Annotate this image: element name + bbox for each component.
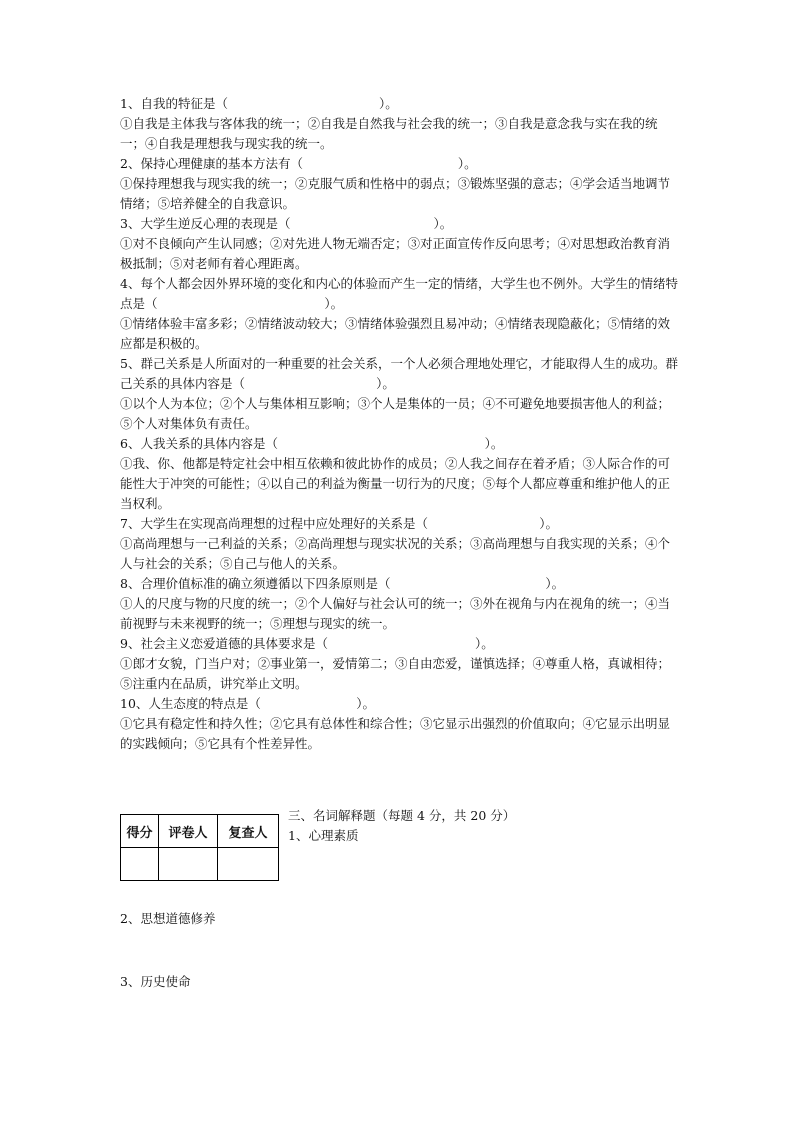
reviewer-cell[interactable] — [218, 848, 279, 881]
score-header: 得分 — [121, 815, 159, 848]
question-5: 5、群己关系是人所面对的一种重要的社会关系，一个人必须合理地处理它，才能取得人生的成功。群己关系的具体内容是（ ）。 — [120, 356, 678, 391]
section-title: 三、名词解释题（每题 4 分，共 20 分） — [288, 808, 516, 823]
questions-list — [120, 94, 680, 754]
question-1: 1、自我的特征是（ ）。 — [120, 96, 398, 111]
question-1-options: ①自我是主体我与客体我的统一；②自我是自然我与社会我的统一；③自我是意念我与实在我的统一；④自我是理想我与现实我的统一。 — [120, 116, 658, 151]
question-3: 3、大学生逆反心理的表现是（ ）。 — [120, 216, 453, 231]
score-cell[interactable] — [121, 848, 159, 881]
term-3: 3、历史使命 — [120, 974, 191, 989]
term-1: 1、心理素质 — [288, 828, 359, 843]
question-5-options: ①以个人为本位；②个人与集体相互影响；③个人是集体的一员；④不可避免地要损害他人的利益；⑤个人对集体负有责任。 — [120, 396, 671, 431]
question-2: 2、保持心理健康的基本方法有（ ）。 — [120, 156, 477, 171]
question-7: 7、大学生在实现高尚理想的过程中应处理好的关系是（ ）。 — [120, 516, 558, 531]
question-8: 8、合理价值标准的确立须遵循以下四条原则是（ ）。 — [120, 576, 565, 591]
question-4: 4、每个人都会因外界环境的变化和内心的体验而产生一定的情绪，大学生也不例外。大学生的情绪特点是（ ）。 — [120, 276, 678, 311]
question-8-options: ①人的尺度与物的尺度的统一；②个人偏好与社会认可的统一；③外在视角与内在视角的统一；④当前视野与未来视野的统一；⑤理想与现实的统一。 — [120, 596, 671, 631]
question-7-options: ①高尚理想与一己利益的关系；②高尚理想与现实状况的关系；③高尚理想与自我实现的关系；④个人与社会的关系；⑤自己与他人的关系。 — [120, 536, 671, 571]
question-6: 6、人我关系的具体内容是（ ）。 — [120, 436, 504, 451]
question-2-options: ①保持理想我与现实我的统一；②克服气质和性格中的弱点；③锻炼坚强的意志；④学会适当地调节情绪；⑤培养健全的自我意识。 — [120, 176, 671, 211]
question-10: 10、人生态度的特点是（ ）。 — [120, 696, 376, 711]
question-4-options: ①情绪体验丰富多彩；②情绪波动较大；③情绪体验强烈且易冲动；④情绪表现隐蔽化；⑤情绪的效应都是积极的。 — [120, 316, 671, 351]
grader-cell[interactable] — [159, 848, 218, 881]
term-2: 2、思想道德修养 — [120, 911, 216, 926]
question-9: 9、社会主义恋爱道德的具体要求是（ ）。 — [120, 636, 494, 651]
question-3-options: ①对不良倾向产生认同感；②对先进人物无端否定；③对正面宣传作反向思考；④对思想政治教育消极抵制；⑤对老师有着心理距离。 — [120, 236, 671, 271]
grader-header: 评卷人 — [159, 815, 218, 848]
question-9-options: ①郎才女貌，门当户对；②事业第一，爱情第二；③自由恋爱，谨慎选择；④尊重人格，真诚相待；⑤注重内在品质，讲究举止文明。 — [120, 656, 671, 691]
reviewer-header: 复查人 — [218, 815, 279, 848]
question-6-options: ①我、你、他都是特定社会中相互依赖和彼此协作的成员；②人我之间存在着矛盾；③人际合作的可能性大于冲突的可能性；④以自己的利益为衡量一切行为的尺度；⑤每个人都应尊重和维护他人的正当权利。 — [120, 456, 671, 511]
question-10-options: ①它具有稳定性和持久性；②它具有总体性和综合性；③它显示出强烈的价值取向；④它显示出明显的实践倾向；⑤它具有个性差异性。 — [120, 716, 671, 751]
score-table — [120, 814, 279, 881]
